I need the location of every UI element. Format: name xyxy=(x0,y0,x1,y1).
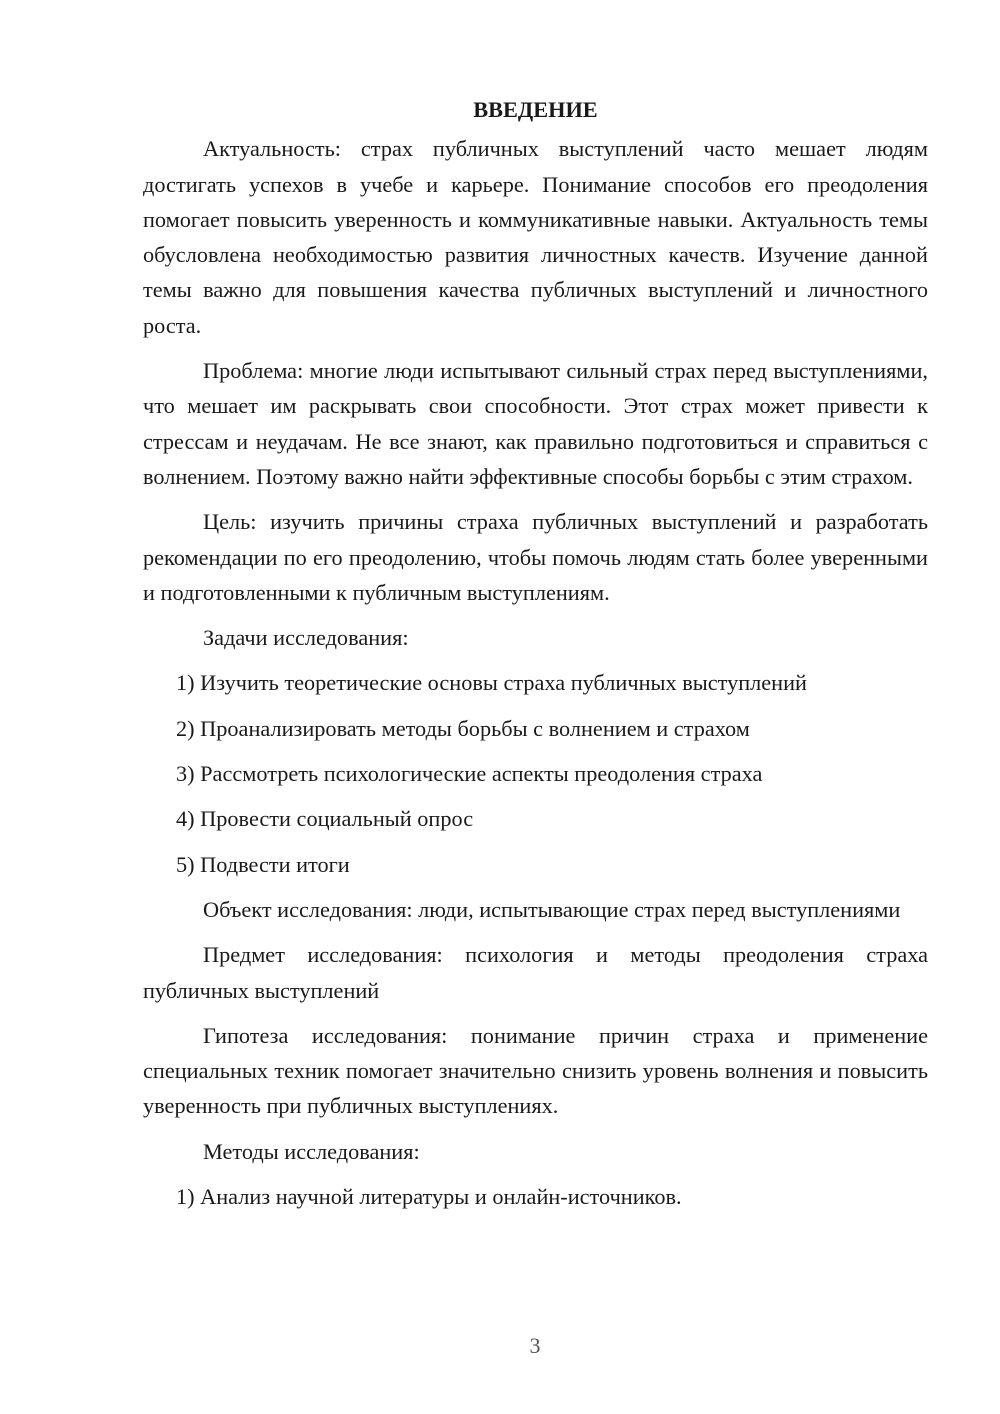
object-paragraph: Объект исследования: люди, испытывающие страх перед выступлениями xyxy=(203,896,901,922)
relevance-paragraph: Актуальность: страх публичных выступлений часто мешает людям достигать успехов в учебе и карьере. Понимание способов его преодоления помогает повысить уверенность и коммуникативные навыки. Актуальность темы обусловлена необходимостью развития личностных качеств. Изучение данной темы важно для повышения качества публичных выступлений и личностного роста. xyxy=(143,136,928,338)
task-item: 1) Изучить теоретические основы страха публичных выступлений xyxy=(176,670,807,696)
page-number: 3 xyxy=(529,1333,541,1358)
tasks-list xyxy=(143,665,928,881)
page-title: ВВЕДЕНИЕ xyxy=(473,97,598,122)
problem-paragraph: Проблема: многие люди испытывают сильный страх перед выступлениями, что мешает им раскрывать свои способности. Этот страх может привести к стрессам и неудачам. Не все знают, как правильно подготовиться и справиться с волнением. Поэтому важно найти эффективные способы борьбы с этим страхом. xyxy=(143,358,928,489)
task-item: 3) Рассмотреть психологические аспекты преодоления страха xyxy=(176,761,763,787)
methods-label: Методы исследования: xyxy=(203,1138,420,1164)
method-item: 1) Анализ научной литературы и онлайн-источников. xyxy=(176,1184,682,1210)
goal-paragraph: Цель: изучить причины страха публичных выступлений и разработать рекомендации по его преодолению, чтобы помочь людям стать более уверенными и подготовленными к публичным выступлениям. xyxy=(143,509,928,605)
task-item: 5) Подвести итоги xyxy=(176,851,350,877)
hypothesis-paragraph: Гипотеза исследования: понимание причин страха и применение специальных техник помогает значительно снизить уровень волнения и повысить уверенность при публичных выступлениях. xyxy=(143,1022,928,1119)
methods-list xyxy=(143,1179,928,1214)
task-item: 2) Проанализировать методы борьбы с волнением и страхом xyxy=(176,715,750,741)
document-page xyxy=(143,92,928,1224)
subject-paragraph: Предмет исследования: психология и методы преодоления страха публичных выступлений xyxy=(143,942,928,1003)
task-item: 4) Провести социальный опрос xyxy=(176,806,474,832)
tasks-label: Задачи исследования: xyxy=(203,625,409,651)
